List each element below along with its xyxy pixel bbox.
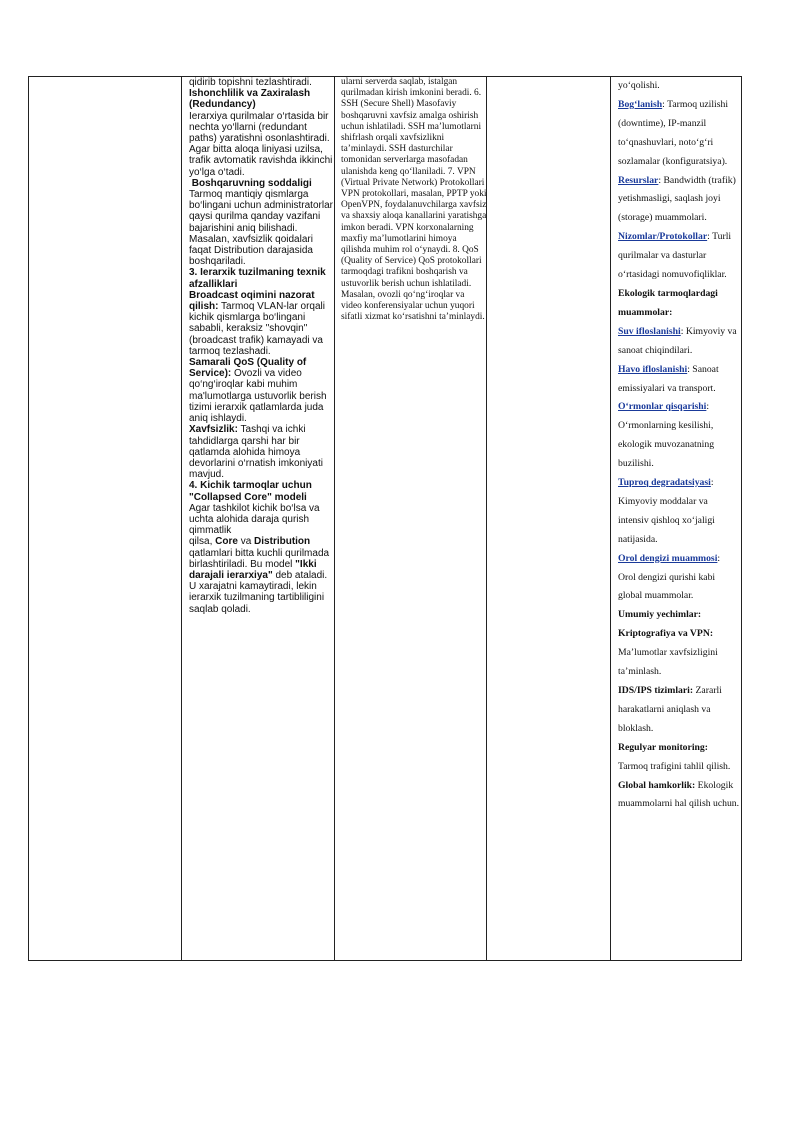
paragraph-text: : Sanoat emissiyalari va transport.	[618, 363, 719, 394]
list-item	[618, 228, 740, 285]
list-item	[618, 361, 740, 399]
paragraph-text: : O‘rmonlarning kesilishi, ekologik muvozanatning buzilishi.	[618, 401, 715, 470]
paragraph: ularni serverda saqlab, istalgan qurilmadan kirish imkonini beradi. 6. SSH (Secure Shell) Masofaviy boshqaruvni xavfsiz amalga oshirish uchun ishlatiladi. SSH ma’lumotlarni shifrlash orqali xavfsizlikni ta’minlaydi. SSH dasturchilar tomonidan serverlarga masofadan ulanishda keng qo‘llaniladi. 7. VPN (Virtual Private Network) Protokollari VPN protokollari, masalan, PPTP yoki OpenVPN, foydalanuvchilarga xavfsiz va shaxsiy aloqa kanallarini yaratishga imkon beradi. VPN korxonalarning maxfiy ma’lumotlarini himoya qilishda muhim rol o‘ynaydi. 8. QoS (Quality of Service) QoS protokollari tarmoqdagi trafikni boshqarish va ustuvorlik berish uchun ishlatiladi. Masalan, ovozli qo‘ng‘iroqlar va video konferensiyalar uchun yuqori sifatli xizmat ko‘rsatishni ta’minlaydi.	[341, 77, 487, 323]
paragraph-text: Zararli harakatlarni aniqlash va bloklash.	[618, 685, 722, 734]
paragraph-text: : Kimyoviy moddalar va intensiv qishloq xo‘jaligi natijasida.	[618, 477, 715, 545]
term: IDS/IPS tizimlari:	[618, 685, 694, 696]
paragraph	[189, 357, 337, 424]
term: Xavfsizlik:	[189, 424, 238, 436]
paragraph-text: deb ataladi. U xarajatni kamaytiradi, lekin ierarxik tuzilmaning tartibliligini saqlab qoladi.	[189, 569, 328, 615]
term: Core	[215, 536, 238, 548]
paragraph	[189, 536, 337, 614]
problems-text-column	[616, 77, 740, 960]
section-heading: Umumiy yechimlar:	[618, 609, 702, 621]
paragraph-text: Ekologik muammolarni hal qilish uchun.	[618, 779, 740, 810]
column-divider	[610, 77, 611, 960]
section-heading: 4. Kichik tarmoqlar uchun "Collapsed Core" modeli	[189, 480, 312, 503]
paragraph-text: : Kimyoviy va sanoat chiqindilari.	[618, 325, 737, 356]
term: Global hamkorlik:	[618, 779, 696, 791]
list-item	[618, 398, 740, 474]
paragraph-text: Tarmoq VLAN-lar orqali kichik qismlarga bo‘lingani sababli, keraksiz "shovqin" (broadcast trafik) kamayadi va tarmoq tezlashadi.	[189, 301, 325, 357]
paragraph-text: Tashqi va ichki tahdidlarga qarshi har bir qatlamda alohida himoya devorlarini o‘rnatish imkoniyati mavjud.	[189, 424, 323, 481]
topic-link[interactable]: Bog‘lanish	[618, 98, 663, 110]
paragraph-text: Ma’lumotlar xavfsizligini ta’minlash.	[618, 647, 718, 678]
topic-link[interactable]: Tuproq degradatsiyasi	[618, 477, 711, 489]
paragraph: Ierarxiya qurilmalar o‘rtasida bir nechta yo‘llarni (redundant paths) yaratishni osonlashtiradi. Agar bitta aloqa liniyasi uzilsa, trafik avtomatik ravishda ikkinchi yo‘lga o‘tadi.	[189, 110, 333, 178]
list-item	[618, 682, 740, 739]
list-item	[618, 323, 740, 361]
list-item	[618, 625, 740, 682]
paragraph-text: qidirib topishni tezlashtiradi.	[189, 77, 312, 88]
term: "Ikki darajali ierarxiya"	[189, 558, 317, 581]
term: Samarali QoS (Quality of Service):	[189, 357, 307, 380]
paragraph-text: : Orol dengizi qurishi kabi global muammolar.	[618, 552, 721, 602]
list-item	[618, 172, 740, 229]
topic-link[interactable]: Nizomlar/Protokollar	[618, 231, 708, 243]
paragraph-text: Ovozli va video qo‘ng‘iroqlar kabi muhim ma'lumotlarga ustuvorlik berish tizimi ierarxik qatlamlarda juda aniq ishlaydi.	[189, 368, 327, 425]
column-divider	[181, 77, 182, 960]
topic-link[interactable]: Resurslar	[618, 174, 659, 186]
term: Distribution	[254, 536, 311, 548]
paragraph-text: Tarmoq trafigini tahlil qilish.	[618, 760, 731, 772]
list-item	[618, 777, 740, 815]
section-heading: Ekologik tarmoqlardagi muammolar:	[618, 287, 718, 318]
paragraph	[189, 290, 337, 357]
term: Regulyar monitoring:	[618, 741, 708, 753]
paragraph: yo‘qolishi.	[618, 80, 660, 91]
list-item	[618, 739, 740, 777]
list-item	[618, 474, 740, 550]
paragraph-text: qilsa,	[189, 536, 216, 548]
section-heading: 3. Ierarxik tuzilmaning texnik afzalliklari	[189, 267, 326, 290]
paragraph	[189, 77, 337, 88]
topic-link[interactable]: O‘rmonlar qisqarishi	[618, 401, 707, 413]
paragraph-text: va	[237, 536, 255, 548]
paragraph: Agar tashkilot kichik bo‘lsa va uchta alohida daraja qurish qimmatlik	[189, 502, 320, 537]
paragraph-text: : Turli qurilmalar va dasturlar o‘rtasidagi nomuvofiqliklar.	[618, 231, 732, 281]
protocols-text-column	[339, 77, 487, 960]
section-heading: Boshqaruvning soddaligi	[189, 177, 312, 189]
term: Broadcast oqimini nazorat qilish:	[189, 289, 315, 313]
list-item	[618, 550, 740, 607]
hierarchy-text-column	[187, 77, 337, 960]
paragraph-text: qatlamlari bitta kuchli qurilmada birlashtiriladi. Bu model	[189, 547, 330, 570]
section-heading: Ishonchlilik va Zaxiralash (Redundancy)	[189, 88, 311, 111]
content-table	[28, 76, 742, 961]
list-item	[618, 96, 740, 172]
paragraph-text: : Bandwidth (trafik) yetishmasligi, saqlash joyi (storage) muammolari.	[618, 174, 736, 224]
topic-link[interactable]: Suv ifloslanishi	[618, 325, 681, 337]
paragraph-text: : Tarmoq uzilishi (downtime), IP-manzil to‘qnashuvlari, noto‘g‘ri sozlamalar (konfiguratsiya).	[618, 98, 729, 167]
term: Kriptografiya va VPN:	[618, 628, 714, 640]
topic-link[interactable]: Orol dengizi muammosi	[618, 552, 718, 564]
topic-link[interactable]: Havo ifloslanishi	[618, 363, 688, 375]
paragraph: Tarmoq mantiqiy qismlarga bo‘lingani uchun administratorlar qaysi qurilma qanday vazifani bajarishini aniq bilishadi. Masalan, xavfsizlik qoidalari faqat Distribution darajasida boshqariladi.	[189, 189, 333, 268]
paragraph	[189, 424, 337, 480]
